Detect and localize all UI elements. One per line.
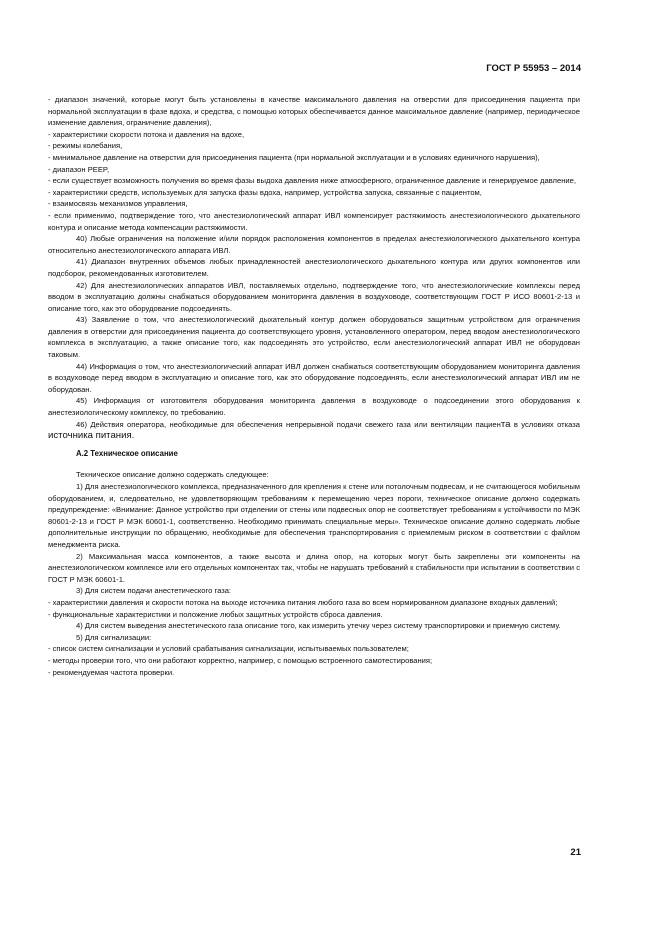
- list-item: - минимальное давление на отверстии для присоединения пациента (при нормальной эксплуатации и в условиях единичного нарушения),: [48, 152, 540, 162]
- numbered-paragraph: 45) Информация от изготовителя оборудования мониторинга давления в воздуховоде о подсоединении этого оборудования к анестезиологическому комплексу, по требованию.: [48, 396, 580, 418]
- paragraph: 4) Для систем выведения анестетического газа описание того, как измерить утечку через систему транспортировки и приемную систему.: [76, 621, 561, 631]
- paragraph: 3) Для систем подачи анестетического газа:: [76, 586, 232, 596]
- document-body: [48, 94, 580, 678]
- numbered-paragraph: 41) Диапазон внутренних объемов любых принадлежностей анестезиологического дыхательного контура или других компонентов или подсборок, рекомендованных изготовителем.: [48, 257, 580, 278]
- section-heading: А.2 Техническое описание: [76, 448, 178, 458]
- paragraph: - рекомендуемая частота проверки.: [48, 667, 175, 677]
- document-header: ГОСТ Р 55953 – 2014: [486, 63, 581, 74]
- numbered-paragraph: 43) Заявление о том, что анестезиологический дыхательный контур должен оборудоваться защитным устройством для ограничения давления в отверстии для присоединения пациента до соответствующего уровня, установленного оператором, перед вводом анестезиологического комплекса в эксплуатацию, а также описание того, как подсоединять это устройство, если анестезиологический аппарат ИВЛ не оборудован таковым.: [48, 315, 580, 360]
- list-item: - если существует возможность получения во время фазы выдоха давления ниже атмосферного, ограниченное давление и генерируемое давление,: [48, 176, 576, 186]
- paragraph: Техническое описание должно содержать следующее:: [76, 470, 269, 480]
- paragraph: 1) Для анестезиологического комплекса, предназначенного для крепления к стене или потолочным подвесам, и не считающегося мобильным оборудованием, и, следовательно, не удовлетворяющим требованиям к перемещению через пороги, техническое описание должно содержать предупреждение: «Внимание: Данное устройство при отделении от стены или подвесных опор не соответствует требованиям к устойчивости по МЭК 80601-2-13 и ГОСТ Р МЭК 60601-1, соответственно. Необходимо принимать специальные меры». Техническое описание должно содержать любые дополнительные инструкции по обращению, необходимые для обеспечения транспортирования с приемлемым риском в соответствии с файлом менеджмента риска.: [48, 482, 580, 549]
- numbered-paragraph: 42) Для анестезиологических аппаратов ИВЛ, поставляемых отдельно, подтверждение того, что анестезиологические комплексы перед вводом в эксплуатацию должны снабжаться оборудованием мониторинга давления в воздуховоде, соответствующим ГОСТ Р ИСО 80601-2-13 и описание того, как это оборудование подсоединять.: [48, 280, 580, 313]
- numbered-paragraph: 44) Информация о том, что анестезиологический аппарат ИВЛ должен снабжаться соответствующим оборудованием мониторинга давления в воздуховоде перед вводом в эксплуатацию и описание того, как это оборудование подсоединять, если анестезиологический аппарат ИВЛ им не оборудован.: [48, 361, 580, 394]
- numbered-paragraph: 40) Любые ограничения на положение и/или порядок расположения компонентов в пределах анестезиологического дыхательного контура относительно анестезиологического аппарата ИВЛ.: [48, 234, 580, 255]
- paragraph: - список систем сигнализации и условий срабатывания сигнализации, испытываемых пользователем;: [48, 644, 409, 654]
- list-item: - если применимо, подтверждение того, что анестезиологический аппарат ИВЛ компенсирует растяжимость анестезиологического дыхательного контура и описание метода компенсации растяжимости.: [48, 210, 580, 232]
- parameter-list: [48, 94, 580, 233]
- paragraph: 5) Для сигнализации:: [76, 632, 152, 642]
- list-item: - режимы колебания,: [48, 141, 123, 151]
- technical-description-list: [48, 469, 580, 678]
- list-item: - характеристики скорости потока и давления на вдохе,: [48, 129, 245, 139]
- page-number: 21: [570, 847, 581, 858]
- numbered-items-40-45: [48, 233, 580, 419]
- paragraph: 2) Максимальная масса компонентов, а также высота и длина опор, на которых могут быть закреплены эти компоненты на анестезиологическом комплексе или его отдельных компонентах так, чтобы не нарушать требований к стабильности при испытании в соответствии с ГОСТ Р МЭК 60601-1.: [48, 551, 580, 584]
- paragraph: - методы проверки того, что они работают корректно, например, с помощью встроенного самотестирования;: [48, 655, 433, 665]
- paragraph-item-46: 46) Действия оператора, необходимые для обеспечения непрерывной подачи свежего газа или вентиляции пациента в условиях отказа источника питания.: [48, 418, 580, 442]
- list-item: - взаимосвязь механизмов управления,: [48, 199, 188, 209]
- paragraph: - функциональные характеристики и положение любых защитных устройств сброса давления.: [48, 609, 383, 619]
- paragraph: - характеристики давления и скорости потока на выходе источника питания любого газа во всем нормированном диапазоне входных давлений;: [48, 597, 558, 607]
- list-item: - диапазон значений, которые могут быть установлены в качестве максимального давления на отверстии для присоединения пациента при нормальной эксплуатации в фазе вдоха, и средства, с помощью которых обеспечивается данное максимальное давление (например, периодическое изменение давления, ограничение давления),: [48, 95, 580, 128]
- list-item: - характеристики средств, используемых для запуска фазы вдоха, например, устройства запуска, связанные с пациентом,: [48, 187, 482, 197]
- list-item: - диапазон PEEP,: [48, 164, 110, 174]
